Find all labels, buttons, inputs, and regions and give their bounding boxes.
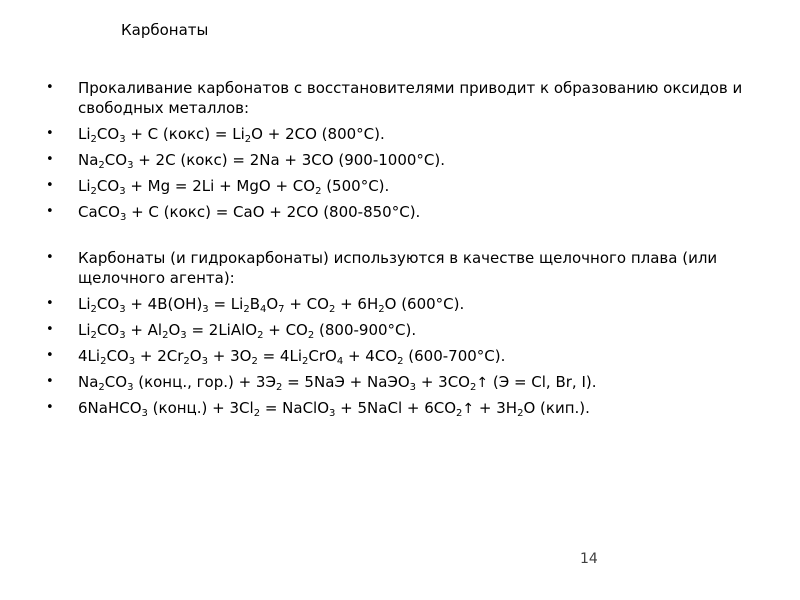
list-item-text	[78, 177, 389, 195]
text-segment: (конц., гор.) + 3Э	[133, 373, 276, 391]
subscript: 2	[100, 356, 107, 367]
subscript: 2	[98, 382, 105, 393]
subscript: 2	[302, 356, 309, 367]
subscript: 3	[119, 330, 126, 341]
list-item	[46, 346, 776, 366]
subscript: 2	[517, 408, 524, 419]
text-segment: = 4Li	[257, 347, 302, 365]
subscript: 3	[409, 382, 417, 393]
subscript: 2	[251, 356, 258, 367]
text-segment: + 6H	[335, 295, 379, 313]
list-item-text	[78, 347, 505, 365]
bullet-marker: •	[46, 80, 54, 95]
bullet-marker: •	[46, 400, 54, 415]
subscript: 7	[278, 304, 285, 315]
list-item-text	[78, 295, 464, 313]
text-segment: (500°C).	[321, 177, 390, 195]
bullet-marker: •	[46, 204, 54, 219]
text-segment: + 3H	[474, 399, 518, 417]
subscript: 2	[90, 134, 97, 145]
text-segment: O	[168, 321, 181, 339]
subscript: 2	[257, 330, 264, 341]
bullet-marker: •	[46, 348, 54, 363]
text-segment: + Mg = 2Li + MgO + CO	[125, 177, 316, 195]
text-segment: (конц.) + 3Cl	[147, 399, 254, 417]
subscript: 3	[127, 382, 134, 393]
text-segment: CO	[96, 321, 120, 339]
subscript: 2	[469, 382, 477, 393]
text-segment: Карбонаты (и гидрокарбонаты) используются в качестве щелочного плава (или щелочного агента):	[78, 249, 718, 287]
subscript: 3	[119, 186, 126, 197]
subscript: 2	[243, 304, 250, 315]
subscript: 2	[90, 304, 97, 315]
text-segment: + 3O	[207, 347, 252, 365]
text-segment: Li	[78, 177, 91, 195]
subscript: 3	[119, 212, 127, 223]
list-item-text	[78, 321, 416, 339]
text-segment: + 5NaCl + 6CO	[335, 399, 457, 417]
subscript: 2	[98, 160, 105, 171]
bullet-marker: •	[46, 250, 54, 265]
bullet-marker: •	[46, 152, 54, 167]
gas-arrow-icon: ↑	[462, 401, 475, 417]
text-segment: O + 2CO (800°C).	[251, 125, 385, 143]
list-item	[46, 398, 776, 418]
subscript: 2	[183, 356, 190, 367]
bullet-marker: •	[46, 296, 54, 311]
list-item-text	[78, 373, 597, 391]
subscript: 2	[162, 330, 169, 341]
text-segment: 4Li	[78, 347, 101, 365]
subscript: 2	[307, 330, 315, 341]
slide-title: Карбонаты	[121, 21, 209, 39]
bullet-marker: •	[46, 178, 54, 193]
list-item	[46, 150, 776, 170]
subscript: 2	[328, 304, 336, 315]
text-segment: = 2LiAlO	[186, 321, 258, 339]
text-segment: + 3CO	[416, 373, 470, 391]
text-segment: + C (кокс) = Li	[125, 125, 245, 143]
list-item-text	[78, 249, 717, 287]
list-item-text	[78, 399, 590, 417]
list-item	[46, 78, 776, 118]
list-item-text	[78, 125, 385, 143]
text-segment: O	[266, 295, 279, 313]
subscript: 2	[315, 186, 322, 197]
text-segment: = NaClO	[260, 399, 330, 417]
subscript: 2	[90, 186, 97, 197]
bullet-list	[46, 78, 776, 424]
subscript: 2	[397, 356, 404, 367]
text-segment: + 2C (кокс) = 2Na + 3CO (900-1000°C).	[133, 151, 446, 169]
text-segment: Li	[78, 295, 91, 313]
text-segment: + CO	[284, 295, 329, 313]
list-item-text	[78, 79, 742, 117]
text-segment: + 4CO	[343, 347, 398, 365]
subscript: 3	[119, 304, 126, 315]
subscript: 2	[456, 408, 463, 419]
text-segment: (Э = Cl, Br, I).	[488, 373, 597, 391]
subscript: 2	[275, 382, 283, 393]
text-segment: Li	[78, 125, 91, 143]
subscript: 2	[244, 134, 252, 145]
list-item	[46, 176, 776, 196]
text-segment: (600-700°C).	[403, 347, 506, 365]
text-segment: CO	[96, 177, 120, 195]
text-segment: + CO	[263, 321, 308, 339]
text-segment: 6NaHCO	[78, 399, 142, 417]
text-segment: + Al	[125, 321, 163, 339]
subscript: 4	[336, 356, 344, 367]
text-segment: CO	[96, 125, 120, 143]
text-segment: CrO	[308, 347, 337, 365]
subscript: 4	[259, 304, 267, 315]
list-item-text	[78, 203, 420, 221]
text-segment: CO	[96, 295, 120, 313]
text-segment: = 5NaЭ + NaЭO	[282, 373, 410, 391]
text-segment: Li	[78, 321, 91, 339]
subscript: 2	[378, 304, 385, 315]
text-segment: + 2Cr	[135, 347, 184, 365]
text-segment: B	[249, 295, 260, 313]
text-segment: O (600°C).	[384, 295, 465, 313]
text-segment: O (кип.).	[523, 399, 590, 417]
text-segment: (800-900°C).	[314, 321, 417, 339]
list-item	[46, 294, 776, 314]
gas-arrow-icon: ↑	[476, 375, 489, 391]
page-number: 14	[580, 551, 598, 567]
text-segment: + C (кокс) = CaO + 2CO (800-850°C).	[126, 203, 421, 221]
subscript: 3	[127, 160, 134, 171]
text-segment: Прокаливание карбонатов с восстановителями приводит к образованию оксидов и свободных металлов:	[78, 79, 743, 117]
subscript: 3	[141, 408, 148, 419]
text-segment: = Li	[208, 295, 244, 313]
subscript: 2	[90, 330, 97, 341]
list-item	[46, 372, 776, 392]
subscript: 3	[201, 356, 208, 367]
text-segment: CO	[106, 347, 129, 365]
bullet-marker: •	[46, 126, 54, 141]
subscript: 2	[253, 408, 261, 419]
bullet-marker: •	[46, 374, 54, 389]
list-item	[46, 202, 776, 222]
bullet-marker: •	[46, 322, 54, 337]
subscript: 3	[180, 330, 187, 341]
text-segment: Na	[78, 373, 99, 391]
list-item	[46, 248, 776, 288]
text-segment: CO	[104, 151, 128, 169]
list-item	[46, 320, 776, 340]
list-item	[46, 124, 776, 144]
text-segment: CO	[104, 373, 128, 391]
subscript: 3	[119, 134, 126, 145]
list-item-text	[78, 151, 445, 169]
text-segment: + 4B(OH)	[125, 295, 203, 313]
subscript: 3	[202, 304, 209, 315]
subscript: 3	[329, 408, 336, 419]
text-segment: Na	[78, 151, 99, 169]
text-segment: O	[189, 347, 202, 365]
text-segment: CaCO	[78, 203, 120, 221]
subscript: 3	[128, 356, 136, 367]
